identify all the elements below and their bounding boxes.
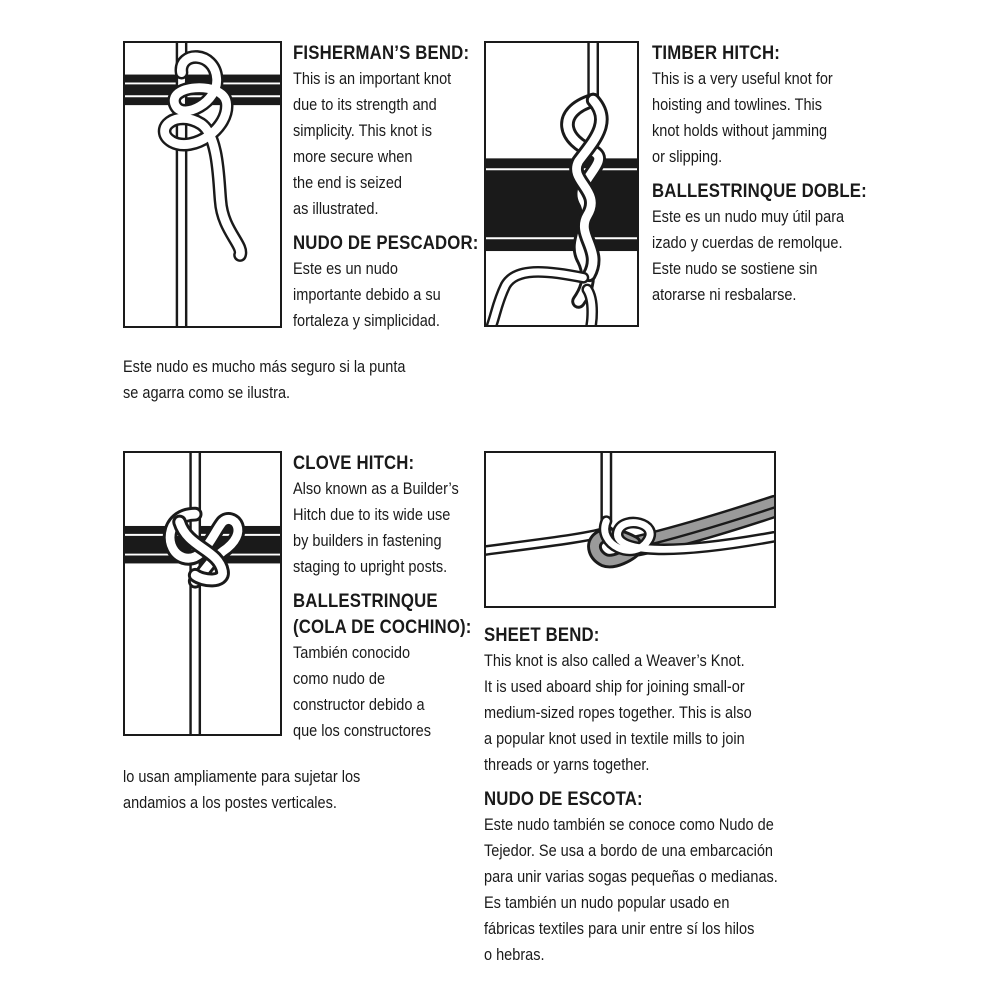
fishermans-bend-line-4: more secure when bbox=[293, 148, 413, 166]
clove-hitch-text bbox=[293, 450, 501, 744]
ballestrinque-line-2: como nudo de bbox=[293, 670, 386, 688]
nudo-de-escota-line-1: Este nudo también se conoce como Nudo de bbox=[484, 816, 774, 834]
clove-hitch-line-3: by builders in fastening bbox=[293, 532, 442, 550]
timber-hitch-line-3: knot holds without jamming bbox=[652, 122, 828, 140]
timber-hitch-title: TIMBER HITCH: bbox=[652, 42, 781, 64]
timber-hitch-illustration bbox=[484, 41, 639, 327]
cola-de-cochino-title: (COLA DE COCHINO): bbox=[293, 616, 472, 638]
ballestrinque-doble-line-2: izado y cuerdas de remolque. bbox=[652, 234, 843, 252]
nudo-de-escota-title: NUDO DE ESCOTA: bbox=[484, 788, 643, 810]
nudo-de-pescador-line-2: importante debido a su bbox=[293, 286, 441, 304]
sheet-bend-illustration bbox=[484, 451, 776, 608]
fishermans-bend-text bbox=[293, 40, 509, 334]
nudo-de-pescador-wide-line-2: se agarra como se ilustra. bbox=[123, 384, 291, 402]
clove-hitch-line-4: staging to upright posts. bbox=[293, 558, 448, 576]
ballestrinque-doble-title: BALLESTRINQUE DOBLE: bbox=[652, 180, 867, 202]
sheet-bend-line-1: This knot is also called a Weaver’s Knot. bbox=[484, 652, 745, 670]
ballestrinque-doble-line-1: Este es un nudo muy útil para bbox=[652, 208, 845, 226]
fishermans-bend-line-5: the end is seized bbox=[293, 174, 402, 192]
nudo-de-escota-line-5: fábricas textiles para unir entre sí los hilos bbox=[484, 920, 755, 938]
fishermans-bend-line-2: due to its strength and bbox=[293, 96, 437, 114]
timber-hitch-line-1: This is a very useful knot for bbox=[652, 70, 833, 88]
nudo-de-pescador-wide-line-1: Este nudo es mucho más seguro si la punta bbox=[123, 358, 406, 376]
clove-hitch-title: CLOVE HITCH: bbox=[293, 452, 415, 474]
ballestrinque-wide-line-1: lo usan ampliamente para sujetar los bbox=[123, 768, 361, 786]
ballestrinque-line-4: que los constructores bbox=[293, 722, 432, 740]
timber-hitch-text bbox=[652, 40, 902, 308]
nudo-de-pescador-line-3: fortaleza y simplicidad. bbox=[293, 312, 440, 330]
ballestrinque-line-1: También conocido bbox=[293, 644, 411, 662]
ballestrinque-wide-text bbox=[123, 764, 393, 816]
ballestrinque-title: BALLESTRINQUE bbox=[293, 590, 438, 612]
clove-hitch-line-1: Also known as a Builder’s bbox=[293, 480, 459, 498]
nudo-de-pescador-line-1: Este es un nudo bbox=[293, 260, 398, 278]
timber-hitch-line-4: or slipping. bbox=[652, 148, 723, 166]
fishermans-bend-line-1: This is an important knot bbox=[293, 70, 452, 88]
nudo-de-pescador-title: NUDO DE PESCADOR: bbox=[293, 232, 479, 254]
ballestrinque-doble-line-4: atorarse ni resbalarse. bbox=[652, 286, 797, 304]
fishermans-bend-line-6: as illustrated. bbox=[293, 200, 379, 218]
ballestrinque-line-3: constructor debido a bbox=[293, 696, 425, 714]
ballestrinque-wide-line-2: andamios a los postes verticales. bbox=[123, 794, 337, 812]
sheet-bend-title: SHEET BEND: bbox=[484, 624, 600, 646]
nudo-de-pescador-wide-text bbox=[123, 354, 444, 406]
nudo-de-escota-line-6: o hebras. bbox=[484, 946, 545, 964]
sheet-bend-line-2: It is used aboard ship for joining small-or bbox=[484, 678, 745, 696]
fishermans-bend-title: FISHERMAN’S BEND: bbox=[293, 42, 470, 64]
nudo-de-escota-line-2: Tejedor. Se usa a bordo de una embarcación bbox=[484, 842, 773, 860]
sheet-bend-line-4: a popular knot used in textile mills to join bbox=[484, 730, 745, 748]
ballestrinque-doble-line-3: Este nudo se sostiene sin bbox=[652, 260, 818, 278]
sheet-bend-line-3: medium-sized ropes together. This is also bbox=[484, 704, 752, 722]
clove-hitch-line-2: Hitch due to its wide use bbox=[293, 506, 451, 524]
nudo-de-escota-line-3: para unir varias sogas pequeñas o medianas. bbox=[484, 868, 778, 886]
fishermans-bend-line-3: simplicity. This knot is bbox=[293, 122, 433, 140]
nudo-de-escota-line-4: Es también un nudo popular usado en bbox=[484, 894, 730, 912]
clove-hitch-illustration bbox=[123, 451, 282, 736]
sheet-bend-text bbox=[484, 622, 818, 968]
sheet-bend-line-5: threads or yarns together. bbox=[484, 756, 650, 774]
fishermans-bend-illustration bbox=[123, 41, 282, 328]
timber-hitch-line-2: hoisting and towlines. This bbox=[652, 96, 823, 114]
